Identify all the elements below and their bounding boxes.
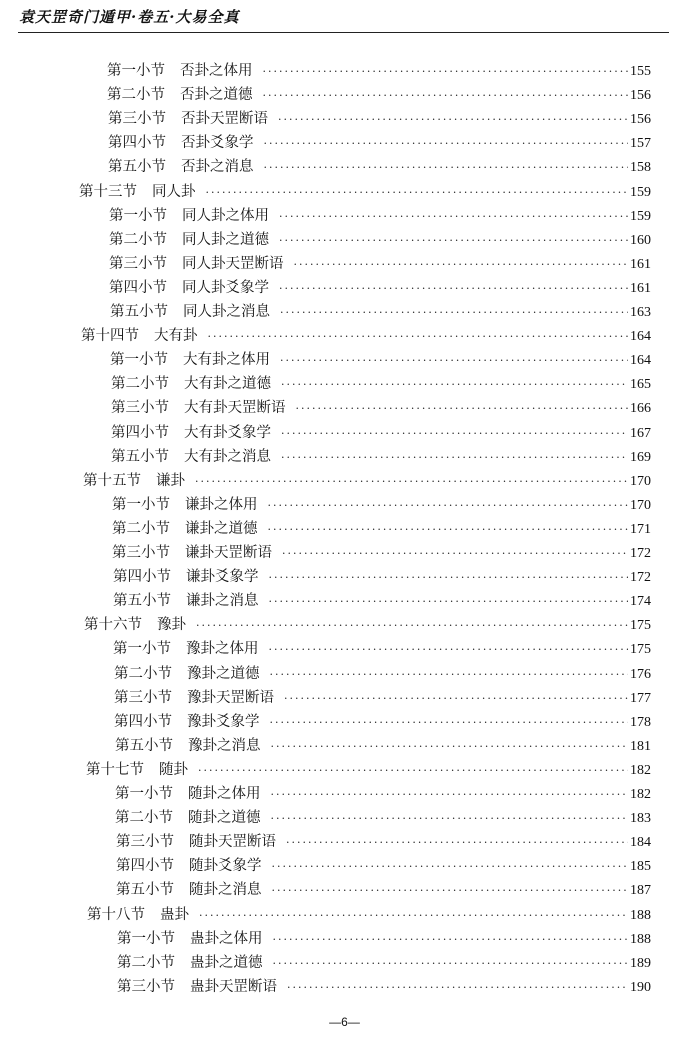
toc-subsection-entry [114,662,651,686]
toc-entry-page: 159 [630,209,651,224]
toc-entry-number: 第一小节 [115,786,173,802]
toc-section-entry [86,758,651,782]
toc-entry-title: 随卦爻象学 [189,858,262,874]
dot-leader [198,764,628,777]
dot-leader [284,692,628,705]
toc-entry-number: 第二小节 [117,955,175,971]
dot-leader [272,860,629,873]
toc-entry-title: 大有卦之体用 [183,352,270,368]
header-rule [18,32,669,33]
page-number: —6— [329,1015,360,1029]
toc-section-entry [84,613,651,637]
dot-leader [196,619,628,632]
toc-entry-title: 随卦之体用 [188,786,261,802]
toc-section-entry [83,469,651,493]
toc-subsection-entry [109,228,651,252]
dot-leader [268,499,629,512]
toc-subsection-entry [111,421,651,445]
toc-entry-page: 161 [630,257,651,272]
toc-entry-number: 第二小节 [107,87,165,103]
toc-entry-page: 171 [630,522,651,537]
toc-entry-number: 第一小节 [117,931,175,947]
toc-subsection-entry [108,131,651,155]
toc-entry-page: 164 [630,353,651,368]
dot-leader [279,282,628,295]
dot-leader [282,547,628,560]
toc-entry-title: 否卦之道德 [180,87,253,103]
toc-entry-title: 大有卦爻象学 [184,425,271,441]
toc-subsection-entry [111,372,651,396]
toc-section-entry [81,324,651,348]
toc-entry-title: 大有卦 [154,328,198,344]
dot-leader [296,402,629,415]
toc-entry-title: 随卦天罡断语 [189,834,276,850]
toc-entry-number: 第五小节 [116,882,174,898]
toc-entry-page: 170 [630,474,651,489]
toc-entry-page: 167 [630,426,651,441]
toc-subsection-entry [107,59,651,83]
toc-entry-number: 第十八节 [87,907,145,923]
toc-entry-page: 188 [630,932,651,947]
toc-subsection-entry [112,517,651,541]
toc-entry-page: 182 [630,763,651,778]
toc-entry-page: 183 [630,811,651,826]
toc-subsection-entry [108,107,651,131]
toc-entry-number: 第四小节 [111,425,169,441]
toc-entry-title: 谦卦之消息 [186,593,259,609]
toc-entry-number: 第五小节 [108,159,166,175]
toc-entry-page: 184 [630,835,651,850]
toc-entry-page: 181 [630,739,651,754]
toc-entry-page: 155 [630,64,651,79]
toc-subsection-entry [115,734,651,758]
toc-entry-title: 大有卦之消息 [184,449,271,465]
toc-entry-title: 豫卦 [157,617,186,633]
toc-entry-page: 190 [630,980,651,995]
toc-entry-page: 177 [630,691,651,706]
toc-entry-page: 188 [630,908,651,923]
toc-subsection-entry [115,782,651,806]
dot-leader [269,643,629,656]
toc-subsection-entry [108,155,651,179]
toc-subsection-entry [112,541,651,565]
toc-entry-page: 182 [630,787,651,802]
toc-entry-page: 160 [630,233,651,248]
toc-subsection-entry [114,686,651,710]
toc-subsection-entry [116,854,651,878]
toc-subsection-entry [116,830,651,854]
toc-entry-page: 166 [630,401,651,416]
dot-leader [281,378,628,391]
toc-entry-number: 第一小节 [109,208,167,224]
dot-leader [270,716,629,729]
toc-entry-title: 同人卦之消息 [183,304,270,320]
toc-entry-number: 第十七节 [86,762,144,778]
dot-leader [206,186,629,199]
toc-entry-page: 178 [630,715,651,730]
toc-entry-page: 169 [630,450,651,465]
toc-subsection-entry [116,878,651,902]
toc-entry-title: 同人卦 [152,184,196,200]
toc-entry-title: 否卦爻象学 [181,135,254,151]
toc-entry-page: 164 [630,329,651,344]
toc-entry-number: 第三小节 [111,400,169,416]
dot-leader [273,933,629,946]
toc-entry-number: 第二小节 [109,232,167,248]
toc-entry-number: 第一小节 [112,497,170,513]
toc-subsection-entry [109,204,651,228]
dot-leader [281,451,628,464]
toc-subsection-entry [113,565,651,589]
toc-entry-number: 第四小节 [114,714,172,730]
toc-entry-number: 第十五节 [83,473,141,489]
toc-entry-title: 否卦天罡断语 [181,111,268,127]
toc-entry-title: 谦卦爻象学 [186,569,259,585]
dot-leader [281,427,628,440]
toc-subsection-entry [112,493,651,517]
toc-subsection-entry [113,637,651,661]
toc-entry-page: 157 [630,136,651,151]
toc-entry-page: 158 [630,160,651,175]
toc-entry-title: 同人卦天罡断语 [182,256,284,272]
toc-subsection-entry [117,927,651,951]
dot-leader [272,884,629,897]
toc-entry-page: 156 [630,88,651,103]
dot-leader [199,909,628,922]
dot-leader [286,836,628,849]
toc-entry-number: 第四小节 [109,280,167,296]
toc-entry-title: 大有卦之道德 [184,376,271,392]
dot-leader [294,258,629,271]
toc-entry-number: 第三小节 [108,111,166,127]
toc-entry-number: 第二小节 [115,810,173,826]
toc-entry-page: 156 [630,112,651,127]
toc-entry-page: 185 [630,859,651,874]
dot-leader [264,137,629,150]
toc-entry-page: 176 [630,667,651,682]
toc-entry-number: 第五小节 [111,449,169,465]
dot-leader [264,161,629,174]
toc-section-entry [79,180,651,204]
toc-entry-title: 同人卦爻象学 [182,280,269,296]
dot-leader [279,210,628,223]
dot-leader [280,354,628,367]
toc-entry-title: 同人卦之道德 [182,232,269,248]
dot-leader [263,65,629,78]
toc-entry-title: 蛊卦 [160,907,189,923]
dot-leader [208,330,629,343]
running-header: 袁天罡奇门遁甲·卷五·大易全真 [19,8,240,26]
toc-entry-title: 谦卦 [156,473,185,489]
toc-entry-number: 第一小节 [110,352,168,368]
dot-leader [279,234,628,247]
toc-entry-number: 第四小节 [113,569,171,585]
dot-leader [269,595,629,608]
toc-entry-number: 第三小节 [112,545,170,561]
toc-entry-page: 165 [630,377,651,392]
toc-subsection-entry [110,300,651,324]
toc-entry-number: 第三小节 [114,690,172,706]
toc-entry-page: 163 [630,305,651,320]
dot-leader [195,475,628,488]
toc-entry-number: 第三小节 [116,834,174,850]
toc-entry-page: 189 [630,956,651,971]
toc-entry-number: 第五小节 [115,738,173,754]
toc-entry-page: 187 [630,883,651,898]
toc-entry-number: 第五小节 [113,593,171,609]
toc-entry-page: 175 [630,642,651,657]
toc-entry-title: 蛊卦天罡断语 [190,979,277,995]
toc-subsection-entry [110,348,651,372]
toc-entry-number: 第二小节 [114,666,172,682]
dot-leader [271,740,629,753]
toc-entry-title: 否卦之消息 [181,159,254,175]
toc-entry-number: 第四小节 [116,858,174,874]
dot-leader [270,668,629,681]
toc-entry-number: 第四小节 [108,135,166,151]
toc-entry-title: 蛊卦之体用 [190,931,263,947]
dot-leader [271,812,629,825]
toc-entry-page: 170 [630,498,651,513]
toc-entry-number: 第十三节 [79,184,137,200]
toc-entry-title: 谦卦天罡断语 [185,545,272,561]
dot-leader [263,89,629,102]
toc-entry-title: 同人卦之体用 [182,208,269,224]
toc-entry-title: 随卦之消息 [189,882,262,898]
toc-entry-title: 谦卦之道德 [185,521,258,537]
toc-entry-number: 第十四节 [81,328,139,344]
toc-entry-number: 第三小节 [109,256,167,272]
toc-entry-title: 豫卦爻象学 [187,714,260,730]
toc-entry-number: 第二小节 [112,521,170,537]
dot-leader [278,113,628,126]
toc-section-entry [87,903,651,927]
toc-subsection-entry [111,396,651,420]
toc-subsection-entry [114,710,651,734]
toc-entry-title: 豫卦之消息 [188,738,261,754]
toc-entry-number: 第一小节 [107,63,165,79]
dot-leader [268,523,629,536]
dot-leader [273,957,629,970]
toc-subsection-entry [111,445,651,469]
toc-entry-title: 豫卦之道德 [187,666,260,682]
toc-entry-page: 174 [630,594,651,609]
toc-entry-title: 否卦之体用 [180,63,253,79]
dot-leader [269,571,629,584]
toc-entry-number: 第十六节 [84,617,142,633]
toc-entry-page: 175 [630,618,651,633]
toc-entry-number: 第五小节 [110,304,168,320]
toc-subsection-entry [109,252,651,276]
toc-entry-number: 第一小节 [113,641,171,657]
toc-entry-title: 大有卦天罡断语 [184,400,286,416]
toc-entry-page: 172 [630,546,651,561]
toc-entry-title: 随卦 [159,762,188,778]
toc-entry-number: 第三小节 [117,979,175,995]
toc-entry-page: 172 [630,570,651,585]
toc-subsection-entry [117,951,651,975]
toc-entry-title: 蛊卦之道德 [190,955,263,971]
toc-subsection-entry [117,975,651,999]
toc-entry-title: 谦卦之体用 [185,497,258,513]
dot-leader [287,981,628,994]
dot-leader [280,306,628,319]
toc-entry-page: 161 [630,281,651,296]
toc-entry-title: 随卦之道德 [188,810,261,826]
toc-subsection-entry [107,83,651,107]
toc-subsection-entry [115,806,651,830]
toc-subsection-entry [113,589,651,613]
toc-subsection-entry [109,276,651,300]
toc-entry-title: 豫卦天罡断语 [187,690,274,706]
toc-entry-page: 159 [630,185,651,200]
toc-entry-title: 豫卦之体用 [186,641,259,657]
toc-entry-number: 第二小节 [111,376,169,392]
dot-leader [271,788,629,801]
